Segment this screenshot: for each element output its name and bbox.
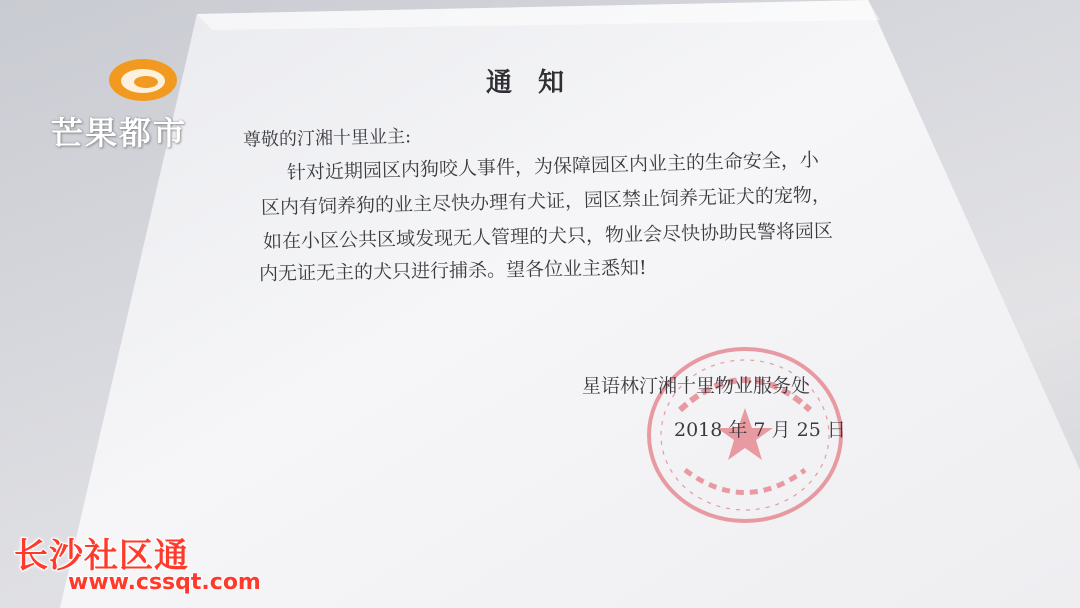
notice-date: 2018 年 7 月 25 日	[674, 419, 846, 441]
notice-body-line: 针对近期园区内狗咬人事件，为保障园区内业主的生命安全，小	[286, 149, 820, 184]
notice-salutation: 尊敬的汀湘十里业主:	[242, 126, 412, 151]
watermark	[10, 528, 261, 606]
notice-body-line: 区内有饲养狗的业主尽快办理有犬证，园区禁止饲养无证犬的宠物，	[260, 184, 832, 219]
mango-logo-icon	[106, 56, 180, 104]
notice-body-line: 如在小区公共区域发现无人管理的犬只，物业会尽快协助民警将园区	[262, 220, 834, 253]
channel-logo	[46, 56, 226, 151]
notice-signer: 星语林汀湘十里物业服务处	[582, 375, 811, 397]
logo-text: 芒果都市	[51, 114, 188, 152]
notice-title: 通知	[486, 68, 591, 98]
notice-body-line: 内无证无主的犬只进行捕杀。望各位业主悉知!	[258, 256, 647, 285]
watermark-url: www.cssqt.com	[68, 570, 261, 595]
watermark-title: 长沙社区通	[14, 536, 189, 576]
